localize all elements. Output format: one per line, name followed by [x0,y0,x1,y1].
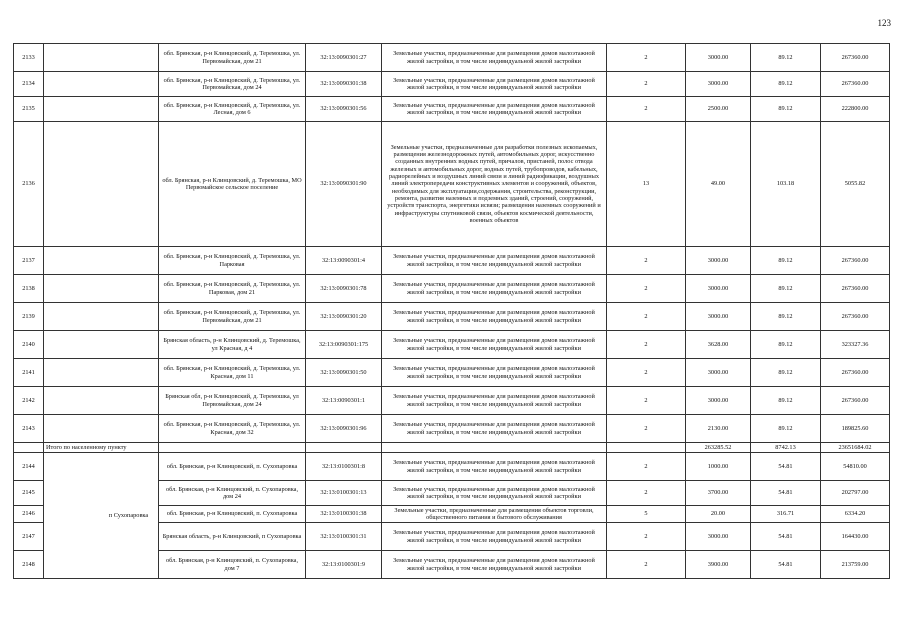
area-cell: 3000.00 [686,387,751,415]
empty-cell [44,359,159,387]
table-body-sukhoparovka [14,453,890,579]
address-cell: обл. Брянская, р-н Клинцовский, д. Теремошка, ул. Парковая, дом 21 [159,275,306,303]
row-number: 2147 [14,523,44,551]
value-cell: 267360.00 [821,303,890,331]
value-cell: 189825.60 [821,415,890,443]
row-number: 2142 [14,387,44,415]
rate-cell: 89.12 [751,415,821,443]
address-cell: обл. Брянская, р-н Клинцовский, п. Сухопаровка [159,506,306,523]
table-row [14,359,890,387]
summary-empty-cell [159,443,306,453]
summary-section [14,443,890,453]
land-use-description: Земельные участки, предназначенные для размещения домов малоэтажной жилой застройки, в том числе индивидуальной жилой застройки [382,44,607,72]
table-row [14,275,890,303]
row-number: 2143 [14,415,44,443]
rate-cell: 89.12 [751,387,821,415]
value-cell: 213759.00 [821,551,890,579]
cadastral-number: 32:13:0100301:9 [306,551,382,579]
table-row [14,44,890,72]
settlement-group-label: п Сухопаровка [108,511,149,519]
rate-cell: 89.12 [751,275,821,303]
cadastral-number: 32:13:0090301:96 [306,415,382,443]
value-cell: 5055.82 [821,122,890,247]
use-category: 2 [607,97,686,122]
land-use-description: Земельные участки, предназначенные для размещения домов малоэтажной жилой застройки, в том числе индивидуальной жилой застройки [382,453,607,481]
row-number: 2146 [14,506,44,523]
empty-cell [44,44,159,72]
cadastral-number: 32:13:0090301:4 [306,247,382,275]
use-category: 5 [607,506,686,523]
rate-cell: 54.81 [751,453,821,481]
area-cell: 3000.00 [686,275,751,303]
address-cell: обл. Брянская, р-н Клинцовский, п. Сухопаровка [159,453,306,481]
value-cell: 267360.00 [821,247,890,275]
empty-cell [44,415,159,443]
row-number: 2140 [14,331,44,359]
value-cell: 323327.36 [821,331,890,359]
use-category: 2 [607,359,686,387]
value-cell: 267360.00 [821,44,890,72]
table-row [14,303,890,331]
address-cell: Брянская область, р-н Клинцовский, п Сухопаровка [159,523,306,551]
land-use-description: Земельные участки, предназначенные для размещения домов малоэтажной жилой застройки, в том числе индивидуальной жилой застройки [382,523,607,551]
area-cell: 3000.00 [686,359,751,387]
rate-cell: 89.12 [751,72,821,97]
area-cell: 3000.00 [686,72,751,97]
address-cell: обл. Брянская, р-н Клинцовский, д. Теремошка, ул. Первомайская, дом 21 [159,303,306,331]
land-use-description: Земельные участки, предназначенные для размещения домов малоэтажной жилой застройки, в том числе индивидуальной жилой застройки [382,97,607,122]
use-category: 13 [607,122,686,247]
rate-cell: 89.12 [751,331,821,359]
area-cell: 3000.00 [686,523,751,551]
row-number: 2134 [14,72,44,97]
land-use-description: Земельные участки, предназначенные для размещения домов малоэтажной жилой застройки, в том числе индивидуальной жилой застройки [382,481,607,506]
use-category: 2 [607,72,686,97]
use-category: 2 [607,523,686,551]
area-cell: 2130.00 [686,415,751,443]
land-use-description: Земельные участки, предназначенные для разработки полезных ископаемых, размещения железнодорожных путей, автомобильных дорог, искусственно созданных внутренних водных путей, причалов, пристаней, полос отвода железных и автомобильных дорог, водных путей, трубопроводов, кабельных, радиорелейных и воздушных линий связи и линий радиофикации, воздушных линий электропередачи конструктивных элементов и сооружений, объектов, необходимых для эксплуатации,содержания, строительства, реконструкции, ремонта, развития наземных и подземных зданий, строений, сооружений, устройств транспорта, энергетики исвязи; размещения наземных сооружений и инфраструктуры спутниковой связи, объектов космической деятельности, военных объектов [382,122,607,247]
address-cell: Брянская область, р-н Клинцовский, д. Теремошка, ул Красная, д 4 [159,331,306,359]
land-use-description: Земельные участки, предназначенные для размещения домов малоэтажной жилой застройки, в том числе индивидуальной жилой застройки [382,303,607,331]
area-cell: 2500.00 [686,97,751,122]
land-use-description: Земельные участки, предназначенные для размещения домов малоэтажной жилой застройки, в том числе индивидуальной жилой застройки [382,331,607,359]
rate-cell: 89.12 [751,97,821,122]
empty-cell [44,122,159,247]
use-category: 2 [607,331,686,359]
rate-cell: 103.18 [751,122,821,247]
value-cell: 202797.00 [821,481,890,506]
rate-cell: 89.12 [751,359,821,387]
row-number: 2137 [14,247,44,275]
land-use-description: Земельные участки, предназначенные для размещения объектов торговли, общественного питания и бытового обслуживания [382,506,607,523]
area-cell: 3000.00 [686,44,751,72]
address-cell: обл. Брянская, р-н Клинцовский, д. Теремошка, МО Первомайское сельское поселение [159,122,306,247]
address-cell: Брянская обл, р-н Клинцовский, д. Теремошка, ул Первомайская, дом 24 [159,387,306,415]
row-number: 2144 [14,453,44,481]
area-cell: 3628.00 [686,331,751,359]
empty-cell [44,331,159,359]
address-cell: обл. Брянская, р-н Клинцовский, д. Теремошка, ул. Красная, дом 32 [159,415,306,443]
use-category: 2 [607,551,686,579]
area-cell: 3900.00 [686,551,751,579]
value-cell: 267360.00 [821,387,890,415]
cadastral-number: 32:13:0090301:1 [306,387,382,415]
use-category: 2 [607,387,686,415]
summary-empty-cell [607,443,686,453]
row-number: 2133 [14,44,44,72]
use-category: 2 [607,303,686,331]
cadastral-number: 32:13:0100301:38 [306,506,382,523]
land-use-description: Земельные участки, предназначенные для размещения домов малоэтажной жилой застройки, в том числе индивидуальной жилой застройки [382,275,607,303]
value-cell: 164430.00 [821,523,890,551]
use-category: 2 [607,275,686,303]
use-category: 2 [607,415,686,443]
row-number: 2141 [14,359,44,387]
row-number: 2135 [14,97,44,122]
cadastral-number: 32:13:0090301:78 [306,275,382,303]
summary-empty-cell [306,443,382,453]
value-cell: 267360.00 [821,72,890,97]
use-category: 2 [607,44,686,72]
cadastral-number: 32:13:0090301:50 [306,359,382,387]
rate-cell: 89.12 [751,44,821,72]
table-row [14,331,890,359]
table-row [14,72,890,97]
land-use-description: Земельные участки, предназначенные для размещения домов малоэтажной жилой застройки, в том числе индивидуальной жилой застройки [382,387,607,415]
empty-cell [44,72,159,97]
table-row [14,387,890,415]
cadastral-number: 32:13:0090301:90 [306,122,382,247]
land-registry-table [13,43,890,579]
summary-empty-cell [14,443,44,453]
area-cell: 1000.00 [686,453,751,481]
use-category: 2 [607,481,686,506]
summary-rate: 8742.13 [751,443,821,453]
settlement-group-cell [44,453,159,579]
table-row [14,415,890,443]
address-cell: обл. Брянская, р-н Клинцовский, д. Теремошка, ул. Первомайская, дом 24 [159,72,306,97]
cadastral-number: 32:13:0100301:31 [306,523,382,551]
area-cell: 3700.00 [686,481,751,506]
land-use-description: Земельные участки, предназначенные для размещения домов малоэтажной жилой застройки, в том числе индивидуальной жилой застройки [382,415,607,443]
table-row [14,122,890,247]
rate-cell: 54.81 [751,551,821,579]
rate-cell: 89.12 [751,247,821,275]
summary-label: Итого по населенному пункту [44,443,159,453]
empty-cell [44,275,159,303]
summary-empty-cell [382,443,607,453]
value-cell: 267360.00 [821,359,890,387]
rate-cell: 54.81 [751,523,821,551]
empty-cell [44,97,159,122]
value-cell: 222800.00 [821,97,890,122]
table-row [14,97,890,122]
empty-cell [44,387,159,415]
address-cell: обл. Брянская, р-н Клинцовский, п. Сухопаровка, дом 7 [159,551,306,579]
address-cell: обл. Брянская, р-н Клинцовский, д. Теремошка, ул. Лесная, дом 6 [159,97,306,122]
use-category: 2 [607,247,686,275]
address-cell: обл. Брянская, р-н Клинцовский, д. Теремошка, ул. Красная, дом 11 [159,359,306,387]
table-body-teremoshka [14,44,890,443]
summary-area: 263285.52 [686,443,751,453]
row-number: 2138 [14,275,44,303]
summary-row [14,443,890,453]
address-cell: обл. Брянская, р-н Клинцовский, п. Сухопаровка, дом 24 [159,481,306,506]
land-use-description: Земельные участки, предназначенные для размещения домов малоэтажной жилой застройки, в том числе индивидуальной жилой застройки [382,359,607,387]
cadastral-number: 32:13:0100301:8 [306,453,382,481]
area-cell: 49.00 [686,122,751,247]
address-cell: обл. Брянская, р-н Клинцовский, д. Теремошка, ул. Парковая [159,247,306,275]
cadastral-number: 32:13:0090301:175 [306,331,382,359]
rate-cell: 54.81 [751,481,821,506]
area-cell: 3000.00 [686,303,751,331]
row-number: 2145 [14,481,44,506]
rate-cell: 316.71 [751,506,821,523]
row-number: 2148 [14,551,44,579]
land-use-description: Земельные участки, предназначенные для размещения домов малоэтажной жилой застройки, в том числе индивидуальной жилой застройки [382,551,607,579]
address-cell: обл. Брянская, р-н Клинцовский, д. Теремошка, ул. Первомайская, дом 21 [159,44,306,72]
cadastral-number: 32:13:0090301:38 [306,72,382,97]
summary-value: 23651684.02 [821,443,890,453]
cadastral-number: 32:13:0090301:56 [306,97,382,122]
empty-cell [44,247,159,275]
value-cell: 54810.00 [821,453,890,481]
table-row [14,247,890,275]
cadastral-number: 32:13:0100301:13 [306,481,382,506]
value-cell: 267360.00 [821,275,890,303]
land-use-description: Земельные участки, предназначенные для размещения домов малоэтажной жилой застройки, в том числе индивидуальной жилой застройки [382,247,607,275]
cadastral-number: 32:13:0090301:27 [306,44,382,72]
value-cell: 6334.20 [821,506,890,523]
cadastral-number: 32:13:0090301:20 [306,303,382,331]
page-number: 123 [877,18,891,28]
land-use-description: Земельные участки, предназначенные для размещения домов малоэтажной жилой застройки, в том числе индивидуальной жилой застройки [382,72,607,97]
area-cell: 3000.00 [686,247,751,275]
area-cell: 20.00 [686,506,751,523]
empty-cell [44,303,159,331]
table-row [14,453,890,481]
use-category: 2 [607,453,686,481]
row-number: 2136 [14,122,44,247]
rate-cell: 89.12 [751,303,821,331]
row-number: 2139 [14,303,44,331]
